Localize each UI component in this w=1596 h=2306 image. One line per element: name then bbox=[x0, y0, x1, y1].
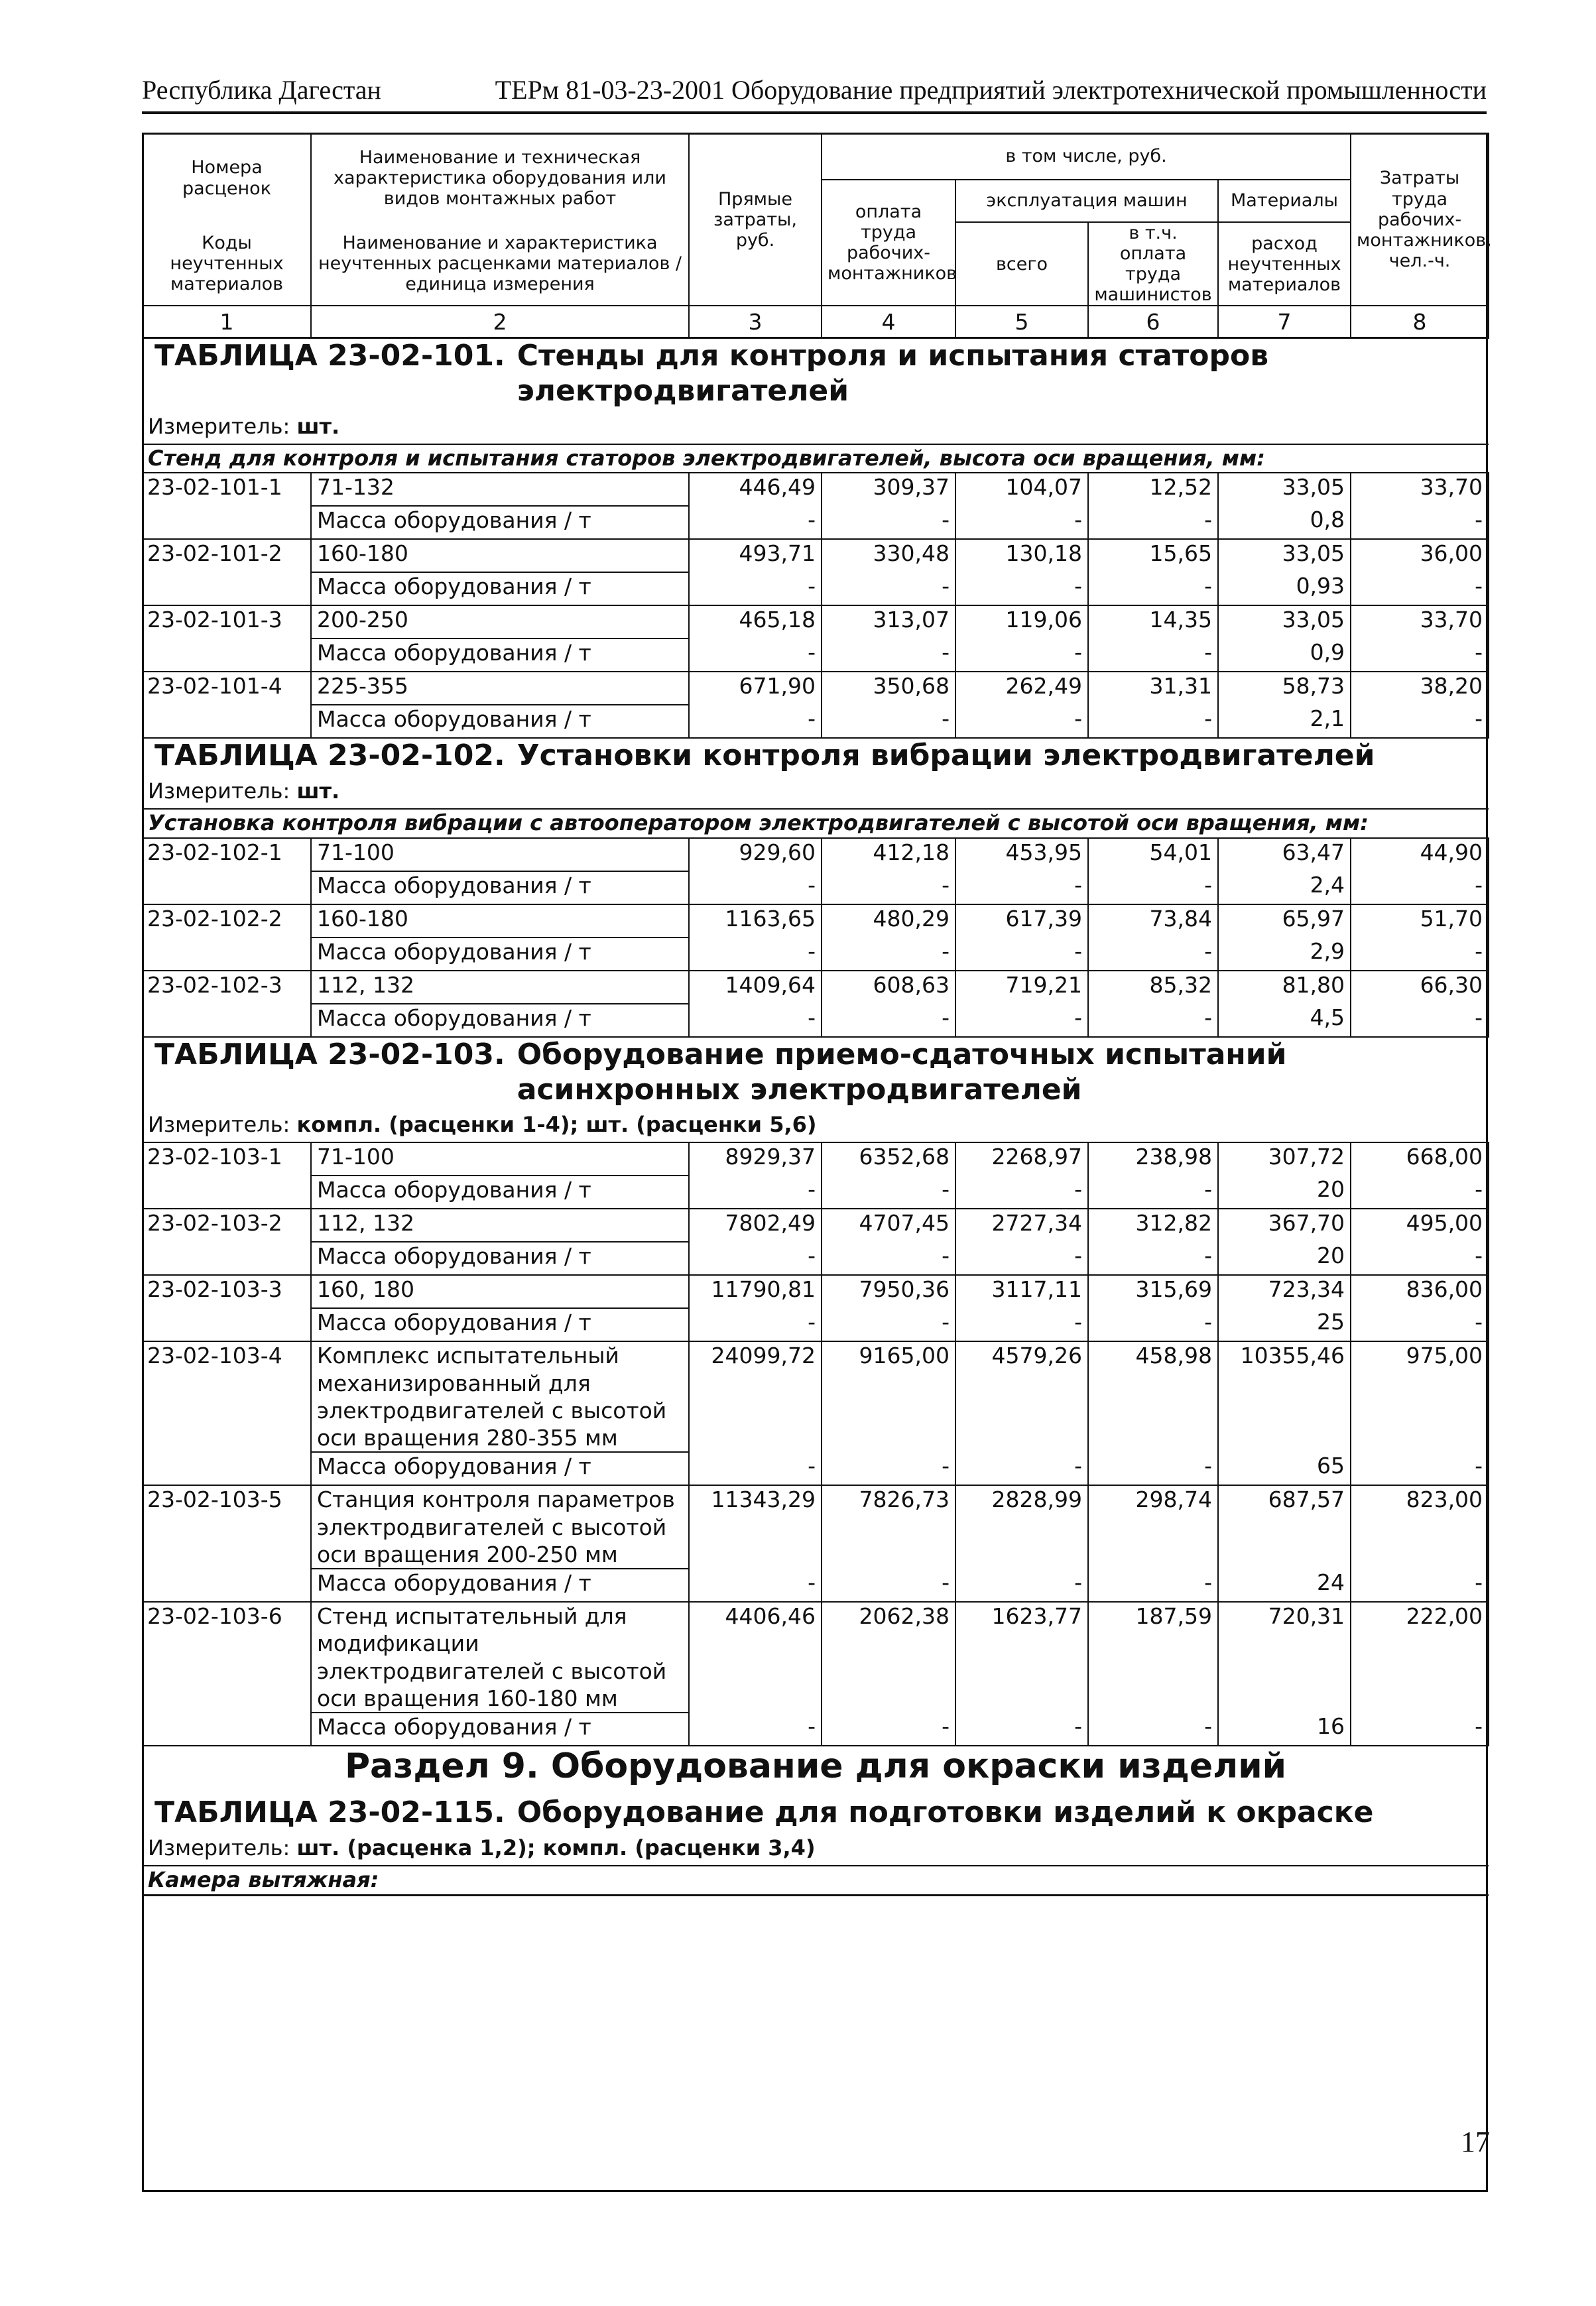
mass-label: Масса оборудования / т bbox=[311, 871, 689, 904]
table-row bbox=[143, 539, 1489, 572]
mass-value: - bbox=[1351, 1176, 1489, 1209]
measure-line bbox=[143, 1107, 1489, 1142]
mass-value: 0,9 bbox=[1218, 638, 1351, 672]
region-name: Республика Дагестан bbox=[142, 75, 381, 105]
mass-value: - bbox=[822, 1569, 955, 1602]
table-row bbox=[143, 1275, 1489, 1308]
value-cell: 480,29 bbox=[822, 904, 955, 938]
item-name: 160-180 bbox=[311, 539, 689, 572]
mass-value: 25 bbox=[1218, 1308, 1351, 1341]
mass-value: - bbox=[1088, 1176, 1218, 1209]
mass-row bbox=[143, 1176, 1489, 1209]
meter-label: Измеритель: bbox=[148, 1835, 290, 1860]
document-title: ТЕРм 81-03-23-2001 Оборудование предприятий электротехнической промышленности bbox=[495, 75, 1487, 105]
item-name: Стенд испытательный для модификации электродвигателей с высотой оси вращения 160-180 мм bbox=[311, 1602, 689, 1713]
table-row bbox=[143, 1209, 1489, 1242]
empty-cell bbox=[143, 506, 311, 539]
value-cell: 823,00 bbox=[1351, 1485, 1489, 1569]
mass-value: - bbox=[822, 1176, 955, 1209]
value-cell: 33,70 bbox=[1351, 605, 1489, 638]
mass-label: Масса оборудования / т bbox=[311, 1308, 689, 1341]
rate-code: 23-02-101-3 bbox=[143, 605, 311, 638]
mass-value: - bbox=[955, 1242, 1088, 1275]
meter-label: Измеритель: bbox=[148, 778, 290, 804]
value-cell: 668,00 bbox=[1351, 1142, 1489, 1176]
mass-value: - bbox=[1351, 572, 1489, 605]
value-cell: 14,35 bbox=[1088, 605, 1218, 638]
item-name: Комплекс испытательный механизированный для электродвигателей с высотой оси вращения 280-355 мм bbox=[311, 1341, 689, 1452]
value-cell: 85,32 bbox=[1088, 971, 1218, 1004]
mass-value: - bbox=[822, 705, 955, 738]
value-cell: 11343,29 bbox=[689, 1485, 822, 1569]
mass-value: - bbox=[822, 871, 955, 904]
item-name: 71-100 bbox=[311, 1142, 689, 1176]
mass-value: - bbox=[1088, 638, 1218, 672]
mass-label: Масса оборудования / т bbox=[311, 938, 689, 971]
value-cell: 975,00 bbox=[1351, 1341, 1489, 1452]
value-cell: 130,18 bbox=[955, 539, 1088, 572]
value-cell: 58,73 bbox=[1218, 672, 1351, 705]
table-row bbox=[143, 672, 1489, 705]
empty-cell bbox=[143, 938, 311, 971]
empty-cell bbox=[143, 1569, 311, 1602]
value-cell: 81,80 bbox=[1218, 971, 1351, 1004]
value-cell: 4707,45 bbox=[822, 1209, 955, 1242]
empty-cell bbox=[143, 1308, 311, 1341]
mass-row bbox=[143, 705, 1489, 738]
table-row bbox=[143, 1602, 1489, 1713]
item-name: 160-180 bbox=[311, 904, 689, 938]
mass-value: - bbox=[689, 1713, 822, 1746]
item-name: 112, 132 bbox=[311, 1209, 689, 1242]
mass-value: - bbox=[955, 1004, 1088, 1037]
value-cell: 31,31 bbox=[1088, 672, 1218, 705]
value-cell: 119,06 bbox=[955, 605, 1088, 638]
including-header: в том числе, руб. bbox=[822, 133, 1351, 180]
mass-row bbox=[143, 1004, 1489, 1037]
item-name: 200-250 bbox=[311, 605, 689, 638]
item-name: 225-355 bbox=[311, 672, 689, 705]
value-cell: 2268,97 bbox=[955, 1142, 1088, 1176]
column-number: 7 bbox=[1218, 306, 1351, 338]
mass-value: 2,1 bbox=[1218, 705, 1351, 738]
mass-label: Масса оборудования / т bbox=[311, 1242, 689, 1275]
value-cell: 929,60 bbox=[689, 838, 822, 871]
value-cell: 33,05 bbox=[1218, 473, 1351, 506]
mass-value: - bbox=[689, 506, 822, 539]
mass-value: - bbox=[1351, 705, 1489, 738]
mass-value: - bbox=[1088, 938, 1218, 971]
value-cell: 33,70 bbox=[1351, 473, 1489, 506]
value-cell: 298,74 bbox=[1088, 1485, 1218, 1569]
meter-label: Измеритель: bbox=[148, 413, 290, 439]
mass-row bbox=[143, 871, 1489, 904]
empty-cell bbox=[143, 572, 311, 605]
value-cell: 44,90 bbox=[1351, 838, 1489, 871]
value-cell: 238,98 bbox=[1088, 1142, 1218, 1176]
mass-value: 16 bbox=[1218, 1713, 1351, 1746]
mass-value: - bbox=[955, 1176, 1088, 1209]
col6-header: в т.ч. оплата труда машинистов bbox=[1088, 222, 1218, 306]
value-cell: 66,30 bbox=[1351, 971, 1489, 1004]
mass-row bbox=[143, 1242, 1489, 1275]
mass-value: - bbox=[689, 1308, 822, 1341]
table-row bbox=[143, 605, 1489, 638]
mass-value: - bbox=[1351, 871, 1489, 904]
rate-code: 23-02-103-6 bbox=[143, 1602, 311, 1713]
mass-value: - bbox=[822, 1004, 955, 1037]
mass-value: - bbox=[822, 506, 955, 539]
mass-value: - bbox=[955, 506, 1088, 539]
value-cell: 262,49 bbox=[955, 672, 1088, 705]
table-row bbox=[143, 1341, 1489, 1452]
mass-value: 24 bbox=[1218, 1569, 1351, 1602]
value-cell: 313,07 bbox=[822, 605, 955, 638]
mass-label: Масса оборудования / т bbox=[311, 506, 689, 539]
value-cell: 6352,68 bbox=[822, 1142, 955, 1176]
column-number: 1 bbox=[143, 306, 311, 338]
rate-code: 23-02-101-4 bbox=[143, 672, 311, 705]
mass-value: - bbox=[689, 1569, 822, 1602]
value-cell: 1623,77 bbox=[955, 1602, 1088, 1713]
section-title: Раздел 9. Оборудование для окраски изделий bbox=[143, 1746, 1489, 1786]
mass-value: - bbox=[1351, 1569, 1489, 1602]
value-cell: 412,18 bbox=[822, 838, 955, 871]
mass-label: Масса оборудования / т bbox=[311, 1569, 689, 1602]
value-cell: 11790,81 bbox=[689, 1275, 822, 1308]
table-title: Установки контроля вибрации электродвигателей bbox=[517, 739, 1375, 773]
mass-value: 20 bbox=[1218, 1242, 1351, 1275]
mass-row bbox=[143, 1452, 1489, 1485]
col1-top-header: Номера расценок bbox=[143, 133, 311, 222]
value-cell: 495,00 bbox=[1351, 1209, 1489, 1242]
value-cell: 307,72 bbox=[1218, 1142, 1351, 1176]
item-name: 112, 132 bbox=[311, 971, 689, 1004]
table-title: Оборудование для подготовки изделий к окраске bbox=[517, 1795, 1374, 1830]
mass-value: - bbox=[955, 871, 1088, 904]
mass-label: Масса оборудования / т bbox=[311, 1176, 689, 1209]
measure-line bbox=[143, 1831, 1489, 1866]
table-row bbox=[143, 1142, 1489, 1176]
rate-code: 23-02-103-1 bbox=[143, 1142, 311, 1176]
mass-value: - bbox=[822, 1308, 955, 1341]
table-row bbox=[143, 838, 1489, 871]
value-cell: 671,90 bbox=[689, 672, 822, 705]
mass-value: - bbox=[689, 705, 822, 738]
col3-header: Прямые затраты, руб. bbox=[689, 133, 822, 306]
value-cell: 187,59 bbox=[1088, 1602, 1218, 1713]
value-cell: 367,70 bbox=[1218, 1209, 1351, 1242]
value-cell: 33,05 bbox=[1218, 605, 1351, 638]
column-number: 8 bbox=[1351, 306, 1489, 338]
mass-value: - bbox=[1088, 871, 1218, 904]
mass-value: - bbox=[1088, 705, 1218, 738]
mass-row bbox=[143, 638, 1489, 672]
mass-value: - bbox=[1088, 1242, 1218, 1275]
col5-header: всего bbox=[955, 222, 1088, 306]
value-cell: 2062,38 bbox=[822, 1602, 955, 1713]
value-cell: 315,69 bbox=[1088, 1275, 1218, 1308]
value-cell: 9165,00 bbox=[822, 1341, 955, 1452]
value-cell: 73,84 bbox=[1088, 904, 1218, 938]
column-number: 5 bbox=[955, 306, 1088, 338]
mass-value: - bbox=[955, 1308, 1088, 1341]
table-code: ТАБЛИЦА 23-02-115. bbox=[154, 1795, 505, 1830]
mass-value: - bbox=[1088, 1004, 1218, 1037]
table-row bbox=[143, 904, 1489, 938]
value-cell: 608,63 bbox=[822, 971, 955, 1004]
value-cell: 1409,64 bbox=[689, 971, 822, 1004]
value-cell: 63,47 bbox=[1218, 838, 1351, 871]
meter-value: шт. bbox=[296, 413, 340, 439]
column-number: 4 bbox=[822, 306, 955, 338]
table-code: ТАБЛИЦА 23-02-102. bbox=[154, 739, 505, 773]
mass-value: - bbox=[689, 1004, 822, 1037]
mass-value: - bbox=[1351, 1308, 1489, 1341]
mass-value: - bbox=[1351, 938, 1489, 971]
mass-row bbox=[143, 506, 1489, 539]
mass-value: - bbox=[689, 638, 822, 672]
mass-value: - bbox=[1351, 506, 1489, 539]
page-header bbox=[142, 74, 1487, 114]
mass-value: - bbox=[822, 572, 955, 605]
mass-value: 65 bbox=[1218, 1452, 1351, 1485]
mass-value: - bbox=[689, 938, 822, 971]
value-cell: 617,39 bbox=[955, 904, 1088, 938]
value-cell: 312,82 bbox=[1088, 1209, 1218, 1242]
mass-label: Масса оборудования / т bbox=[311, 638, 689, 672]
meter-value: шт. bbox=[296, 778, 340, 804]
value-cell: 54,01 bbox=[1088, 838, 1218, 871]
mass-value: 2,9 bbox=[1218, 938, 1351, 971]
mass-value: 2,4 bbox=[1218, 871, 1351, 904]
rate-code: 23-02-102-3 bbox=[143, 971, 311, 1004]
col8-header: Затраты труда рабочих-монтажников, чел.-ч. bbox=[1351, 133, 1489, 306]
mass-value: - bbox=[689, 1242, 822, 1275]
table-title: Оборудование приемо-сдаточных испытаний асинхронных электродвигателей bbox=[517, 1037, 1287, 1107]
value-cell: 222,00 bbox=[1351, 1602, 1489, 1713]
meter-value: компл. (расценки 1-4); шт. (расценки 5,6) bbox=[296, 1112, 817, 1138]
value-cell: 453,95 bbox=[955, 838, 1088, 871]
group-heading: Стенд для контроля и испытания статоров электродвигателей, высота оси вращения, мм: bbox=[143, 444, 1489, 473]
mass-label: Масса оборудования / т bbox=[311, 705, 689, 738]
col1-bottom-header: Коды неучтенных материалов bbox=[143, 222, 311, 306]
table-heading bbox=[143, 1037, 1489, 1108]
group-heading: Камера вытяжная: bbox=[143, 1866, 1489, 1895]
value-cell: 10355,46 bbox=[1218, 1341, 1351, 1452]
mass-value: - bbox=[689, 1452, 822, 1485]
empty-cell bbox=[143, 871, 311, 904]
mass-label: Масса оборудования / т bbox=[311, 1452, 689, 1485]
value-cell: 719,21 bbox=[955, 971, 1088, 1004]
machines-header: эксплуатация машин bbox=[955, 180, 1218, 222]
table-row bbox=[143, 473, 1489, 506]
value-cell: 65,97 bbox=[1218, 904, 1351, 938]
mass-value: - bbox=[822, 1452, 955, 1485]
table-row bbox=[143, 971, 1489, 1004]
empty-cell bbox=[143, 1713, 311, 1746]
mass-row bbox=[143, 1569, 1489, 1602]
mass-value: - bbox=[955, 1713, 1088, 1746]
empty-cell bbox=[143, 1242, 311, 1275]
value-cell: 458,98 bbox=[1088, 1341, 1218, 1452]
page-number: 17 bbox=[1461, 2126, 1490, 2158]
mass-label: Масса оборудования / т bbox=[311, 1713, 689, 1746]
column-numbers-row bbox=[143, 306, 1489, 338]
mass-value: - bbox=[955, 1452, 1088, 1485]
value-cell: 7826,73 bbox=[822, 1485, 955, 1569]
rate-code: 23-02-101-2 bbox=[143, 539, 311, 572]
value-cell: 4406,46 bbox=[689, 1602, 822, 1713]
column-number: 6 bbox=[1088, 306, 1218, 338]
value-cell: 3117,11 bbox=[955, 1275, 1088, 1308]
mass-value: - bbox=[955, 705, 1088, 738]
col7-header: расход неучтенных материалов bbox=[1218, 222, 1351, 306]
value-cell: 1163,65 bbox=[689, 904, 822, 938]
value-cell: 465,18 bbox=[689, 605, 822, 638]
mass-value: - bbox=[822, 638, 955, 672]
price-table bbox=[142, 133, 1492, 1896]
mass-label: Масса оборудования / т bbox=[311, 572, 689, 605]
value-cell: 8929,37 bbox=[689, 1142, 822, 1176]
value-cell: 720,31 bbox=[1218, 1602, 1351, 1713]
empty-cell bbox=[143, 1176, 311, 1209]
col2-bottom-header: Наименование и характеристика неучтенных расценками материалов / единица измерения bbox=[311, 222, 689, 306]
table-title: Стенды для контроля и испытания статоров электродвигателей bbox=[517, 339, 1269, 408]
mass-value: - bbox=[1351, 1242, 1489, 1275]
col2-top-header: Наименование и техническая характеристика оборудования или видов монтажных работ bbox=[311, 133, 689, 222]
mass-row bbox=[143, 938, 1489, 971]
header-rule bbox=[142, 111, 1487, 114]
mass-row bbox=[143, 572, 1489, 605]
table-heading bbox=[143, 738, 1489, 774]
mass-value: 4,5 bbox=[1218, 1004, 1351, 1037]
mass-value: - bbox=[955, 938, 1088, 971]
value-cell: 38,20 bbox=[1351, 672, 1489, 705]
item-name: 160, 180 bbox=[311, 1275, 689, 1308]
item-name: 71-132 bbox=[311, 473, 689, 506]
mass-value: - bbox=[689, 572, 822, 605]
mass-value: - bbox=[1088, 1569, 1218, 1602]
mass-value: - bbox=[822, 938, 955, 971]
rate-code: 23-02-102-1 bbox=[143, 838, 311, 871]
rate-code: 23-02-102-2 bbox=[143, 904, 311, 938]
item-name: Станция контроля параметров электродвигателей с высотой оси вращения 200-250 мм bbox=[311, 1485, 689, 1569]
mass-value: - bbox=[955, 572, 1088, 605]
value-cell: 33,05 bbox=[1218, 539, 1351, 572]
value-cell: 309,37 bbox=[822, 473, 955, 506]
mass-value: - bbox=[1088, 1452, 1218, 1485]
empty-cell bbox=[143, 1452, 311, 1485]
mass-value: 20 bbox=[1218, 1176, 1351, 1209]
materials-header: Материалы bbox=[1218, 180, 1351, 222]
mass-label: Масса оборудования / т bbox=[311, 1004, 689, 1037]
value-cell: 2727,34 bbox=[955, 1209, 1088, 1242]
meter-value: шт. (расценка 1,2); компл. (расценки 3,4) bbox=[296, 1835, 816, 1860]
value-cell: 7950,36 bbox=[822, 1275, 955, 1308]
mass-value: 0,93 bbox=[1218, 572, 1351, 605]
mass-value: - bbox=[1351, 1004, 1489, 1037]
value-cell: 446,49 bbox=[689, 473, 822, 506]
value-cell: 36,00 bbox=[1351, 539, 1489, 572]
col4-header: оплата труда рабочих-монтажников bbox=[822, 180, 955, 306]
mass-value: - bbox=[1088, 1308, 1218, 1341]
mass-value: - bbox=[955, 638, 1088, 672]
mass-value: - bbox=[1088, 506, 1218, 539]
value-cell: 15,65 bbox=[1088, 539, 1218, 572]
value-cell: 687,57 bbox=[1218, 1485, 1351, 1569]
value-cell: 836,00 bbox=[1351, 1275, 1489, 1308]
empty-cell bbox=[143, 705, 311, 738]
table-code: ТАБЛИЦА 23-02-101. bbox=[154, 339, 505, 373]
rate-code: 23-02-103-3 bbox=[143, 1275, 311, 1308]
value-cell: 330,48 bbox=[822, 539, 955, 572]
value-cell: 2828,99 bbox=[955, 1485, 1088, 1569]
mass-value: - bbox=[1351, 1452, 1489, 1485]
table-code: ТАБЛИЦА 23-02-103. bbox=[154, 1037, 505, 1071]
value-cell: 350,68 bbox=[822, 672, 955, 705]
mass-value: - bbox=[1088, 572, 1218, 605]
value-cell: 7802,49 bbox=[689, 1209, 822, 1242]
value-cell: 51,70 bbox=[1351, 904, 1489, 938]
mass-row bbox=[143, 1713, 1489, 1746]
mass-row bbox=[143, 1308, 1489, 1341]
group-heading: Установка контроля вибрации с автооператором электродвигателей с высотой оси вращения, мм: bbox=[143, 809, 1489, 838]
meter-label: Измеритель: bbox=[148, 1112, 290, 1138]
rate-code: 23-02-103-5 bbox=[143, 1485, 311, 1569]
mass-value: 0,8 bbox=[1218, 506, 1351, 539]
table-heading bbox=[143, 338, 1489, 409]
mass-value: - bbox=[822, 1713, 955, 1746]
mass-value: - bbox=[1088, 1713, 1218, 1746]
value-cell: 104,07 bbox=[955, 473, 1088, 506]
value-cell: 4579,26 bbox=[955, 1341, 1088, 1452]
empty-cell bbox=[143, 638, 311, 672]
empty-cell bbox=[143, 1004, 311, 1037]
mass-value: - bbox=[689, 1176, 822, 1209]
measure-line bbox=[143, 409, 1489, 444]
value-cell: 24099,72 bbox=[689, 1341, 822, 1452]
rate-code: 23-02-103-4 bbox=[143, 1341, 311, 1452]
measure-line bbox=[143, 774, 1489, 809]
mass-value: - bbox=[955, 1569, 1088, 1602]
mass-value: - bbox=[689, 871, 822, 904]
table-row bbox=[143, 1485, 1489, 1569]
value-cell: 12,52 bbox=[1088, 473, 1218, 506]
mass-value: - bbox=[822, 1242, 955, 1275]
mass-value: - bbox=[1351, 638, 1489, 672]
rate-code: 23-02-101-1 bbox=[143, 473, 311, 506]
column-number: 2 bbox=[311, 306, 689, 338]
mass-value: - bbox=[1351, 1713, 1489, 1746]
column-number: 3 bbox=[689, 306, 822, 338]
value-cell: 723,34 bbox=[1218, 1275, 1351, 1308]
value-cell: 493,71 bbox=[689, 539, 822, 572]
item-name: 71-100 bbox=[311, 838, 689, 871]
rate-code: 23-02-103-2 bbox=[143, 1209, 311, 1242]
